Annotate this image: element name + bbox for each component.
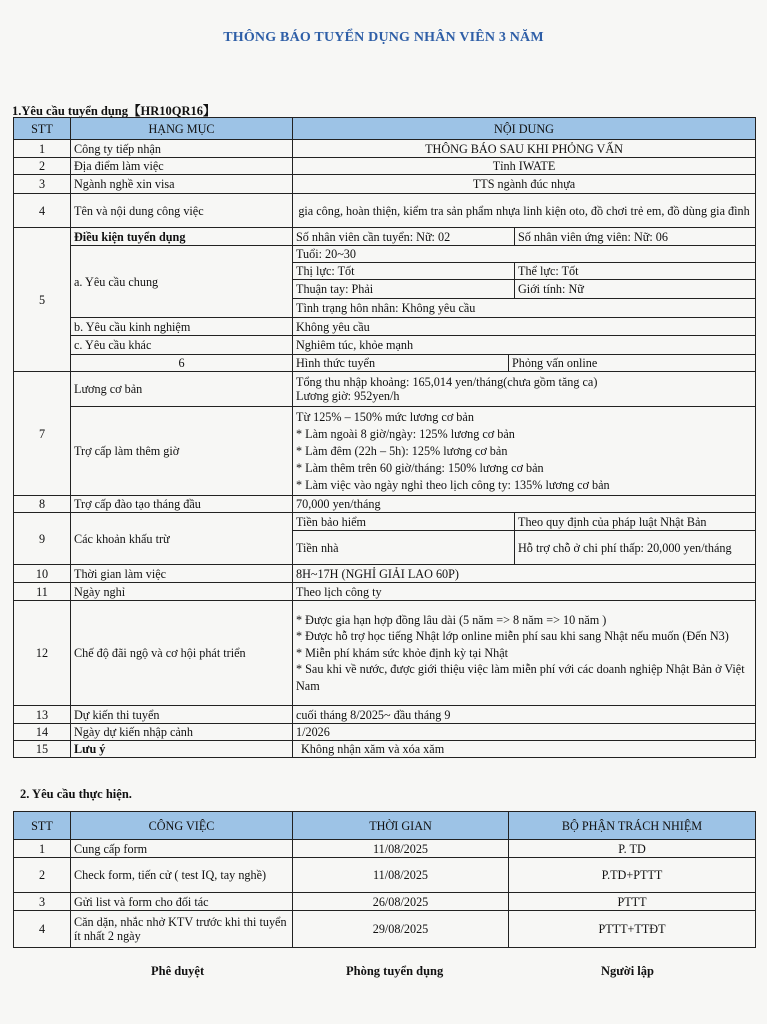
gender-req: Giới tính: Nữ [515, 280, 756, 299]
staff-applicants: Số nhân viên ứng viên: Nữ: 06 [515, 228, 756, 246]
row-content: 8H~17H (NGHỈ GIẢI LAO 60P) [293, 565, 756, 583]
signature-preparer: Người lập [601, 964, 654, 978]
eyesight-req: Thị lực: Tốt [293, 263, 515, 280]
row-item: Các khoản khấu trừ [71, 513, 293, 565]
row-item: Công ty tiếp nhận [71, 140, 293, 158]
row-stt: 1 [14, 140, 71, 158]
row-content: Phỏng vấn online [509, 355, 756, 372]
table-row [14, 336, 756, 355]
col-job: CÔNG VIỆC [71, 812, 293, 840]
table-row [14, 706, 756, 724]
table-row [14, 228, 756, 246]
task-job: Gửi list và form cho đối tác [71, 893, 293, 911]
section-2-heading: 2. Yêu cầu thực hiện. [20, 787, 132, 801]
table-row [14, 407, 756, 496]
conditions-label: Điều kiện tuyển dụng [71, 228, 293, 246]
overtime-line: Từ 125% – 150% mức lương cơ bản [296, 409, 474, 424]
benefit-line: * Miễn phí khám sức khỏe định kỳ tại Nhật [296, 645, 509, 660]
row-content: TTS ngành đúc nhựa [293, 175, 756, 194]
row-stt: 8 [14, 496, 71, 513]
task-job: Căn dặn, nhắc nhở KTV trước khi thi tuyển ít nhất 2 ngày [71, 911, 293, 948]
task-job: Check form, tiến cử ( test IQ, tay nghề) [71, 858, 293, 893]
salary-label: Lương cơ bản [71, 372, 293, 407]
task-stt: 2 [14, 858, 71, 893]
table-row [14, 246, 756, 263]
table-row [14, 583, 756, 601]
row-item: Dự kiến thi tuyển [71, 706, 293, 724]
signature-recruitment: Phòng tuyển dụng [346, 964, 444, 978]
table-row [14, 893, 756, 911]
salary-line: Tổng thu nhập khoảng: 165,014 yen/tháng(chưa gồm tăng ca) [296, 375, 598, 389]
task-job: Cung cấp form [71, 840, 293, 858]
table-row [14, 911, 756, 948]
task-dept: PTTT [509, 893, 756, 911]
row-item: Địa điểm làm việc [71, 158, 293, 175]
table-row [14, 513, 756, 531]
table-row [14, 496, 756, 513]
row-content: cuối tháng 8/2025~ đầu tháng 9 [293, 706, 756, 724]
table-row [14, 140, 756, 158]
marital-req: Tình trạng hôn nhân: Không yêu cầu [293, 299, 756, 318]
row-stt: 6 [71, 355, 293, 372]
table-row [14, 175, 756, 194]
col-time: THỜI GIAN [293, 812, 509, 840]
age-req: Tuổi: 20~30 [293, 246, 756, 263]
tasks-table [13, 811, 756, 948]
task-dept: PTTT+TTĐT [509, 911, 756, 948]
table-header [14, 812, 756, 840]
row-item: Ngày nghỉ [71, 583, 293, 601]
col-stt: STT [14, 118, 71, 140]
table-row [14, 194, 756, 228]
recruitment-table [13, 117, 756, 758]
benefit-line: * Được gia hạn hợp đồng lâu dài (5 năm => 8 năm => 10 năm ) [296, 612, 607, 627]
table-row [14, 565, 756, 583]
experience-label: b. Yêu cầu kinh nghiệm [71, 318, 293, 336]
table-row [14, 318, 756, 336]
other-req-value: Nghiêm túc, khỏe mạnh [293, 336, 756, 355]
task-dept: P. TD [509, 840, 756, 858]
salary-line: Lương giờ: 952yen/h [296, 389, 400, 403]
task-time: 11/08/2025 [293, 840, 509, 858]
overtime-label: Trợ cấp làm thêm giờ [71, 407, 293, 496]
row-stt: 11 [14, 583, 71, 601]
table-row [14, 724, 756, 741]
section-1-heading: 1.Yêu cầu tuyển dụng【HR10QR16】 [12, 104, 216, 118]
insurance-value: Theo quy định của pháp luật Nhật Bản [515, 513, 756, 531]
signature-approve: Phê duyệt [151, 964, 205, 978]
col-content: NỘI DUNG [293, 118, 756, 140]
task-time: 11/08/2025 [293, 858, 509, 893]
row-stt: 12 [14, 601, 71, 706]
page-title: THÔNG BÁO TUYỂN DỤNG NHÂN VIÊN 3 NĂM [223, 30, 544, 45]
benefit-line: * Sau khi về nước, được giới thiệu việc làm miễn phí với các doanh nghiệp Nhật Bản ở Việt Nam [296, 662, 745, 693]
row-stt: 7 [14, 372, 71, 496]
task-dept: P.TD+PTTT [509, 858, 756, 893]
row-stt: 2 [14, 158, 71, 175]
col-item: HẠNG MỤC [71, 118, 293, 140]
row-stt: 13 [14, 706, 71, 724]
overtime-line: * Làm thêm trên 60 giờ/tháng: 150% lương cơ bản [296, 460, 544, 475]
row-item: Hình thức tuyển [293, 355, 509, 372]
row-content: THÔNG BÁO SAU KHI PHỎNG VẤN [293, 140, 756, 158]
table-row [14, 355, 756, 372]
row-content: Theo lịch công ty [293, 583, 756, 601]
row-item: Chế độ đãi ngộ và cơ hội phát triển [71, 601, 293, 706]
salary-value [293, 372, 756, 407]
table-header [14, 118, 756, 140]
overtime-line: * Làm đêm (22h – 5h): 125% lương cơ bản [296, 443, 508, 458]
benefit-line: * Được hỗ trợ học tiếng Nhật lớp online miễn phí sau khi sang Nhật nếu muốn (Đến N3) [296, 629, 729, 644]
row-content: gia công, hoàn thiện, kiểm tra sản phẩm nhựa linh kiện oto, đồ chơi trẻ em, đồ dùng gia đình [293, 194, 756, 228]
row-item: Ngày dự kiến nhập cảnh [71, 724, 293, 741]
experience-value: Không yêu cầu [293, 318, 756, 336]
table-row [14, 372, 756, 407]
table-row [14, 158, 756, 175]
task-time: 26/08/2025 [293, 893, 509, 911]
row-item: Tên và nội dung công việc [71, 194, 293, 228]
row-content: 1/2026 [293, 724, 756, 741]
row-stt: 10 [14, 565, 71, 583]
task-stt: 4 [14, 911, 71, 948]
row-item: Ngành nghề xin visa [71, 175, 293, 194]
table-row [14, 858, 756, 893]
benefits-value [293, 601, 756, 706]
overtime-value [293, 407, 756, 496]
row-stt: 3 [14, 175, 71, 194]
housing-value: Hỗ trợ chỗ ở chi phí thấp: 20,000 yen/tháng [515, 531, 756, 565]
task-stt: 1 [14, 840, 71, 858]
task-time: 29/08/2025 [293, 911, 509, 948]
table-row [14, 601, 756, 706]
row-item: Thời gian làm việc [71, 565, 293, 583]
other-req-label: c. Yêu cầu khác [71, 336, 293, 355]
row-content: Tỉnh IWATE [293, 158, 756, 175]
row-stt: 15 [14, 741, 71, 758]
row-stt: 9 [14, 513, 71, 565]
insurance-label: Tiền bảo hiểm [293, 513, 515, 531]
housing-label: Tiền nhà [293, 531, 515, 565]
row-item: Lưu ý [71, 741, 293, 758]
col-stt: STT [14, 812, 71, 840]
table-row [14, 840, 756, 858]
row-stt: 4 [14, 194, 71, 228]
row-item: Trợ cấp đào tạo tháng đầu [71, 496, 293, 513]
row-stt: 5 [14, 228, 71, 372]
hand-req: Thuận tay: Phải [293, 280, 515, 299]
general-req-label: a. Yêu cầu chung [71, 246, 293, 318]
row-content: 70,000 yen/tháng [293, 496, 756, 513]
overtime-line: * Làm ngoài 8 giờ/ngày: 125% lương cơ bản [296, 426, 515, 441]
staff-needed: Số nhân viên cần tuyển: Nữ: 02 [293, 228, 515, 246]
fitness-req: Thể lực: Tốt [515, 263, 756, 280]
row-stt: 14 [14, 724, 71, 741]
task-stt: 3 [14, 893, 71, 911]
table-row [14, 741, 756, 758]
row-content: Không nhận xăm và xóa xăm [293, 741, 756, 758]
overtime-line: * Làm việc vào ngày nghỉ theo lịch công ty: 135% lương cơ bản [296, 477, 610, 492]
col-dept: BỘ PHẬN TRÁCH NHIỆM [509, 812, 756, 840]
